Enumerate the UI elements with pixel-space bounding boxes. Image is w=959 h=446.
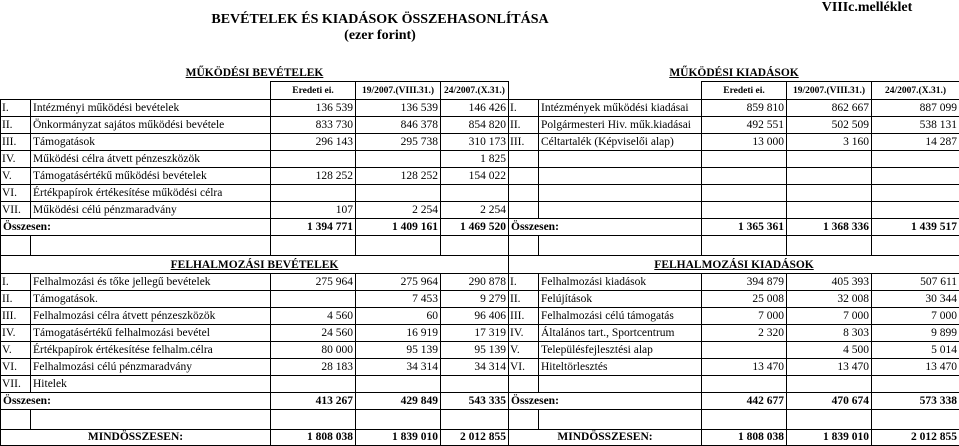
revenue-row-label: Felhalmozási célra átvett pénzeszközök [31, 308, 271, 325]
expense-row-label: Céltartalék (Képviselői alap) [539, 134, 702, 151]
table-row [1, 134, 959, 151]
revenue-row-number: VI. [1, 185, 31, 202]
blank-cell [441, 410, 509, 430]
blank-cell [31, 236, 271, 256]
expense-value [702, 151, 787, 168]
operating-revenue-title: MŰKÖDÉSI BEVÉTELEK [1, 64, 509, 82]
grand-total-expense-value: 1 839 010 [787, 430, 872, 446]
expense-row-label: Felújítások [539, 291, 702, 308]
expense-row-number: IV. [509, 325, 539, 342]
expense-value [872, 185, 959, 202]
table-row [1, 359, 959, 376]
table-row [1, 430, 959, 446]
expense-row-label [539, 202, 702, 219]
revenue-value: 4 560 [271, 308, 356, 325]
revenue-row-label: Felhalmozási célú pénzmaradvány [31, 359, 271, 376]
revenue-value: 107 [271, 202, 356, 219]
expense-total-value: 1 439 517 [872, 219, 959, 236]
revenue-value: 846 378 [356, 117, 441, 134]
revenue-row-label: Támogatások [31, 134, 271, 151]
column-header: 19/2007.(VIII.31.) [356, 82, 441, 100]
comparison-table [0, 64, 959, 446]
blank-cell [441, 236, 509, 256]
grand-total-expense-value: 1 808 038 [702, 430, 787, 446]
revenue-total-label: Összesen: [1, 393, 271, 410]
expense-value [787, 185, 872, 202]
expense-total-label: Összesen: [509, 219, 702, 236]
expense-row-label [539, 376, 702, 393]
revenue-total-value: 1 409 161 [356, 219, 441, 236]
revenue-value: 2 254 [441, 202, 509, 219]
table-row [1, 82, 959, 100]
expense-value: 7 000 [787, 308, 872, 325]
expense-row-number [509, 376, 539, 393]
table-row [1, 274, 959, 291]
expense-value: 3 160 [787, 134, 872, 151]
revenue-value: 854 820 [441, 117, 509, 134]
grand-total-revenue-value: 2 012 855 [441, 430, 509, 446]
revenue-row-label: Támogatásértékű működési bevételek [31, 168, 271, 185]
expense-total-label: Összesen: [509, 393, 702, 410]
expense-total-value: 1 368 336 [787, 219, 872, 236]
revenue-value [441, 376, 509, 393]
revenue-value: 24 560 [271, 325, 356, 342]
revenue-row-number: III. [1, 308, 31, 325]
expense-row-number [509, 168, 539, 185]
blank-cell [356, 236, 441, 256]
expense-row-label: Felhalmozási célú támogatás [539, 308, 702, 325]
expense-value: 502 509 [787, 117, 872, 134]
expense-value: 13 470 [702, 359, 787, 376]
expense-value: 492 551 [702, 117, 787, 134]
blank-cell [787, 410, 872, 430]
table-row [1, 376, 959, 393]
revenue-row-label: Felhalmozási és tőke jellegű bevételek [31, 274, 271, 291]
expense-value: 5 014 [872, 342, 959, 359]
expense-row-label: Polgármesteri Hiv. műk.kiadásai [539, 117, 702, 134]
revenue-value: 2 254 [356, 202, 441, 219]
blank-cell [509, 410, 539, 430]
expense-row-label: Általános tart., Sportcentrum [539, 325, 702, 342]
expense-total-value: 442 677 [702, 393, 787, 410]
table-row [1, 393, 959, 410]
revenue-value: 80 000 [271, 342, 356, 359]
expense-value: 507 611 [872, 274, 959, 291]
expense-row-number: III. [509, 134, 539, 151]
expense-row-number: III. [509, 308, 539, 325]
blank-cell [271, 410, 356, 430]
expense-value [872, 202, 959, 219]
blank-cell [702, 236, 787, 256]
revenue-row-label: Támogatások. [31, 291, 271, 308]
revenue-value: 9 279 [441, 291, 509, 308]
capital-expense-title: FELHALMOZÁSI KIADÁSOK [509, 256, 959, 274]
blank-cell [702, 410, 787, 430]
expense-row-number: VI. [509, 359, 539, 376]
blank-cell [509, 82, 702, 100]
expense-row-label: Hiteltörlesztés [539, 359, 702, 376]
revenue-value [271, 376, 356, 393]
revenue-value [356, 376, 441, 393]
table-row [1, 219, 959, 236]
revenue-value [441, 185, 509, 202]
expense-row-number [509, 151, 539, 168]
expense-value: 32 008 [787, 291, 872, 308]
revenue-value: 136 539 [271, 100, 356, 117]
expense-row-number: II. [509, 291, 539, 308]
revenue-value: 128 252 [271, 168, 356, 185]
revenue-value: 16 919 [356, 325, 441, 342]
table-row [1, 100, 959, 117]
table-row [1, 256, 959, 274]
operating-expense-title: MŰKÖDÉSI KIADÁSOK [509, 64, 959, 82]
expense-value: 13 470 [787, 359, 872, 376]
revenue-total-value: 1 394 771 [271, 219, 356, 236]
expense-value: 14 287 [872, 134, 959, 151]
blank-cell [1, 410, 31, 430]
revenue-row-label: Értékpapírok értékesítése felhalm.célra [31, 342, 271, 359]
revenue-value: 296 143 [271, 134, 356, 151]
revenue-row-label: Működési célra átvett pénzeszközök [31, 151, 271, 168]
expense-value: 405 393 [787, 274, 872, 291]
table-row [1, 185, 959, 202]
expense-value: 9 899 [872, 325, 959, 342]
revenue-value [271, 185, 356, 202]
revenue-value: 1 825 [441, 151, 509, 168]
expense-value: 13 470 [872, 359, 959, 376]
expense-value: 25 008 [702, 291, 787, 308]
revenue-value: 136 539 [356, 100, 441, 117]
capital-revenue-title: FELHALMOZÁSI BEVÉTELEK [1, 256, 509, 274]
revenue-row-number: VI. [1, 359, 31, 376]
expense-value: 4 500 [787, 342, 872, 359]
table-row [1, 151, 959, 168]
blank-cell [31, 410, 271, 430]
revenue-row-number: I. [1, 274, 31, 291]
expense-value [702, 168, 787, 185]
blank-cell [1, 236, 31, 256]
expense-row-label [539, 151, 702, 168]
blank-cell [271, 236, 356, 256]
column-header: 19/2007.(VIII.31.) [787, 82, 872, 100]
revenue-total-label: Összesen: [1, 219, 271, 236]
expense-value [787, 202, 872, 219]
expense-value [872, 168, 959, 185]
table-row [1, 117, 959, 134]
revenue-row-label: Működési célú pénzmaradvány [31, 202, 271, 219]
column-header: Eredeti ei. [702, 82, 787, 100]
revenue-row-number: VII. [1, 376, 31, 393]
revenue-value: 96 406 [441, 308, 509, 325]
expense-row-number: I. [509, 100, 539, 117]
grand-total-revenue-value: 1 839 010 [356, 430, 441, 446]
expense-value: 538 131 [872, 117, 959, 134]
page-subtitle: (ezer forint) [0, 28, 760, 44]
expense-row-number [509, 202, 539, 219]
blank-cell [356, 410, 441, 430]
revenue-row-number: II. [1, 117, 31, 134]
expense-row-label [539, 168, 702, 185]
expense-row-number: II. [509, 117, 539, 134]
expense-value [702, 202, 787, 219]
expense-value: 8 303 [787, 325, 872, 342]
expense-value: 862 667 [787, 100, 872, 117]
revenue-value: 95 139 [441, 342, 509, 359]
blank-cell [872, 410, 959, 430]
revenue-value: 60 [356, 308, 441, 325]
expense-value: 13 000 [702, 134, 787, 151]
grand-total-revenue-value: 1 808 038 [271, 430, 356, 446]
page-title: BEVÉTELEK ÉS KIADÁSOK ÖSSZEHASONLÍTÁSA [0, 12, 760, 28]
expense-row-label: Felhalmozási kiadások [539, 274, 702, 291]
blank-cell [787, 236, 872, 256]
revenue-value: 310 173 [441, 134, 509, 151]
revenue-value: 295 738 [356, 134, 441, 151]
revenue-row-label: Támogatásértékű felhalmozási bevétel [31, 325, 271, 342]
blank-cell [1, 82, 271, 100]
expense-value [787, 168, 872, 185]
column-header: Eredeti ei. [271, 82, 356, 100]
blank-cell [872, 236, 959, 256]
expense-value [872, 151, 959, 168]
expense-value [872, 376, 959, 393]
table-row [1, 236, 959, 256]
revenue-total-value: 1 469 520 [441, 219, 509, 236]
revenue-total-value: 413 267 [271, 393, 356, 410]
table-row [1, 202, 959, 219]
revenue-value: 146 426 [441, 100, 509, 117]
expense-value [702, 376, 787, 393]
revenue-value: 154 022 [441, 168, 509, 185]
expense-row-label [539, 185, 702, 202]
expense-value [702, 342, 787, 359]
revenue-value: 17 319 [441, 325, 509, 342]
table-row [1, 410, 959, 430]
revenue-value: 28 183 [271, 359, 356, 376]
expense-value: 7 000 [702, 308, 787, 325]
expense-total-value: 573 338 [872, 393, 959, 410]
table-row [1, 64, 959, 82]
revenue-row-number: III. [1, 134, 31, 151]
table-row [1, 308, 959, 325]
column-header: 24/2007.(X.31.) [872, 82, 959, 100]
revenue-value [356, 151, 441, 168]
table-row [1, 325, 959, 342]
revenue-row-label: Intézményi működési bevételek [31, 100, 271, 117]
revenue-row-label: Önkormányzat sajátos működési bevétele [31, 117, 271, 134]
revenue-row-label: Értékpapírok értékesítése működési célra [31, 185, 271, 202]
revenue-total-value: 543 335 [441, 393, 509, 410]
expense-row-number: V. [509, 342, 539, 359]
column-header: 24/2007.(X.31.) [441, 82, 509, 100]
revenue-row-number: V. [1, 342, 31, 359]
expense-total-value: 1 365 361 [702, 219, 787, 236]
expense-value [787, 151, 872, 168]
table-row [1, 168, 959, 185]
expense-value: 859 810 [702, 100, 787, 117]
blank-cell [539, 236, 702, 256]
revenue-row-label: Hitelek [31, 376, 271, 393]
grand-total-expense-label: MINDÖSSZESEN: [509, 430, 702, 446]
expense-total-value: 470 674 [787, 393, 872, 410]
revenue-value: 833 730 [271, 117, 356, 134]
revenue-row-number: II. [1, 291, 31, 308]
revenue-value: 275 964 [271, 274, 356, 291]
revenue-value: 95 139 [356, 342, 441, 359]
revenue-row-number: IV. [1, 151, 31, 168]
revenue-total-value: 429 849 [356, 393, 441, 410]
expense-value: 887 099 [872, 100, 959, 117]
grand-total-revenue-label: MINDÖSSZESEN: [1, 430, 271, 446]
blank-cell [509, 236, 539, 256]
expense-value [787, 376, 872, 393]
expense-value: 7 000 [872, 308, 959, 325]
revenue-value: 128 252 [356, 168, 441, 185]
revenue-value: 290 878 [441, 274, 509, 291]
expense-row-number: I. [509, 274, 539, 291]
blank-cell [539, 410, 702, 430]
revenue-value: 275 964 [356, 274, 441, 291]
revenue-value [356, 185, 441, 202]
table-row [1, 342, 959, 359]
revenue-row-number: IV. [1, 325, 31, 342]
revenue-value: 34 314 [356, 359, 441, 376]
expense-value [702, 185, 787, 202]
annex-label: VIIIc.melléklet [775, 0, 959, 16]
expense-value: 30 344 [872, 291, 959, 308]
expense-value: 2 320 [702, 325, 787, 342]
expense-value: 394 879 [702, 274, 787, 291]
table-row [1, 291, 959, 308]
revenue-value [271, 151, 356, 168]
grand-total-expense-value: 2 012 855 [872, 430, 959, 446]
revenue-value: 34 314 [441, 359, 509, 376]
expense-row-label: Intézmények működési kiadásai [539, 100, 702, 117]
expense-row-label: Településfejlesztési alap [539, 342, 702, 359]
revenue-row-number: V. [1, 168, 31, 185]
revenue-row-number: VII. [1, 202, 31, 219]
revenue-value [271, 291, 356, 308]
revenue-row-number: I. [1, 100, 31, 117]
revenue-value: 7 453 [356, 291, 441, 308]
expense-row-number [509, 185, 539, 202]
